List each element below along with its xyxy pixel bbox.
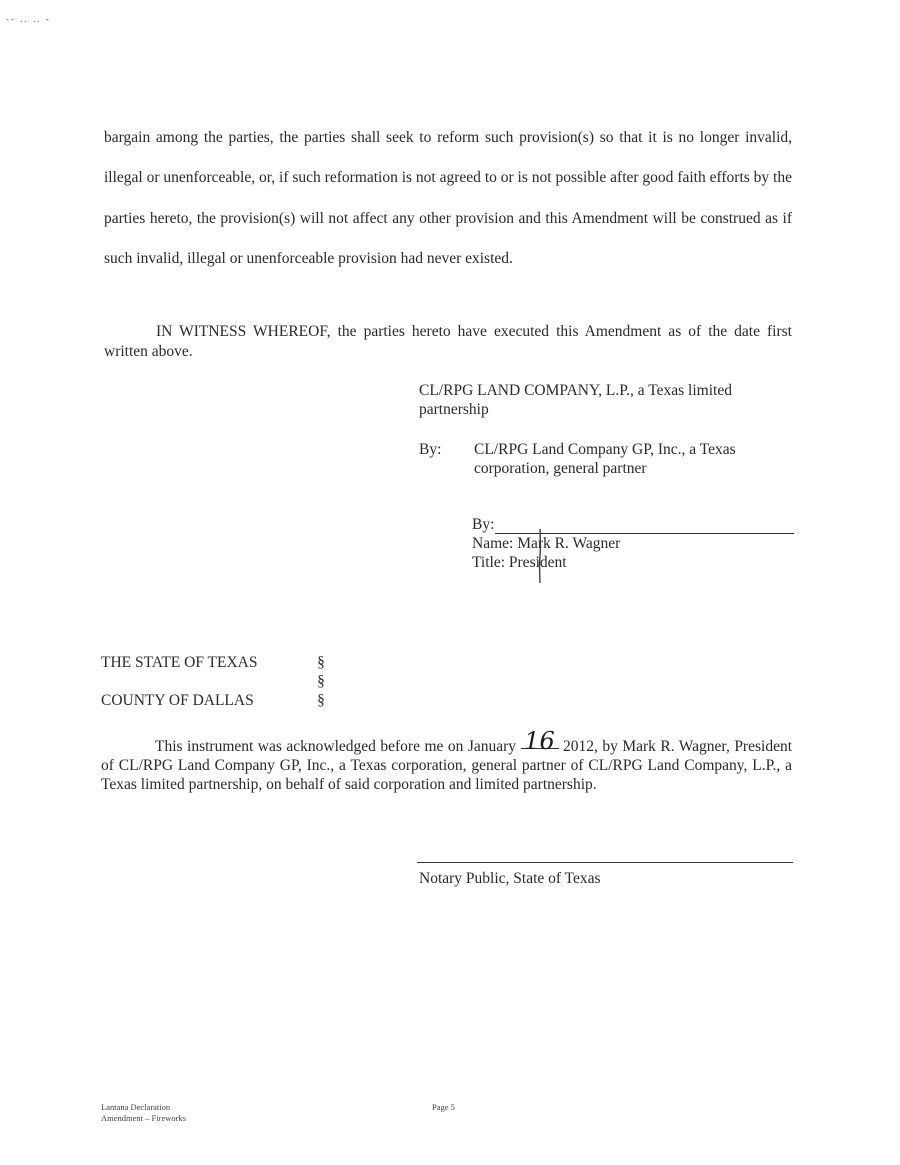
signature-by-entity: CL/RPG Land Company GP, Inc., a Texas corporation, general partner <box>474 441 736 477</box>
state-label: THE STATE OF TEXAS <box>101 654 258 671</box>
corner-mark: -- .. .. - <box>6 14 51 24</box>
handwritten-date: 16 <box>521 734 559 749</box>
continuation-paragraph: bargain among the parties, the parties shall seek to reform such provision(s) so that it is no longer invalid, illegal or unenforceable, or, if such reformation is not agreed to or is not possible after good faith efforts by the parties hereto, the provision(s) will not affect any other provision and this Amendment will be construed as if such invalid, illegal or unenforceable provision had never existed. <box>104 129 792 268</box>
acknowledgment-paragraph <box>101 727 792 795</box>
section-symbol: § <box>317 654 325 671</box>
signature-company: CL/RPG LAND COMPANY, L.P., a Texas limited partnership <box>419 382 732 418</box>
signer-block <box>472 515 794 572</box>
notary-label: Notary Public, State of Texas <box>419 870 601 887</box>
ack-text-after: 2012, by Mark R. Wagner, President of CL/RPG Land Company GP, Inc., a Texas corporation, general partner of CL/RPG Land Company, L.P., a Texas limited partnership, on behalf of said corporation and limited partnership. <box>101 738 792 794</box>
footer-line-2: Amendment – Fireworks <box>101 1113 186 1123</box>
signature-mark-icon <box>533 527 547 585</box>
signature-by-row <box>419 440 793 478</box>
signature-block <box>419 381 793 478</box>
county-row <box>101 691 328 710</box>
venue-block <box>101 653 328 710</box>
section-symbol: § <box>317 692 325 709</box>
footer-page-number: Page 5 <box>432 1102 455 1112</box>
footer-line-1: Lantana Declaration <box>101 1102 171 1112</box>
signer-by-row <box>472 515 794 534</box>
state-row <box>101 653 328 672</box>
signer-name: Name: Mark R. Wagner <box>472 535 621 552</box>
footer-document-name <box>101 1102 186 1124</box>
section-symbol: § <box>317 673 325 690</box>
signer-title: Title: President <box>472 554 567 571</box>
witness-paragraph: IN WITNESS WHEREOF, the parties hereto have executed this Amendment as of the date first written above. <box>104 323 792 360</box>
blank-row <box>101 672 328 691</box>
ack-text-before: This instrument was acknowledged before me on January <box>155 738 521 755</box>
notary-signature-line <box>417 862 793 863</box>
signature-by-label: By: <box>419 441 442 458</box>
county-label: COUNTY OF DALLAS <box>101 692 254 709</box>
signer-by-label: By: <box>472 516 495 533</box>
